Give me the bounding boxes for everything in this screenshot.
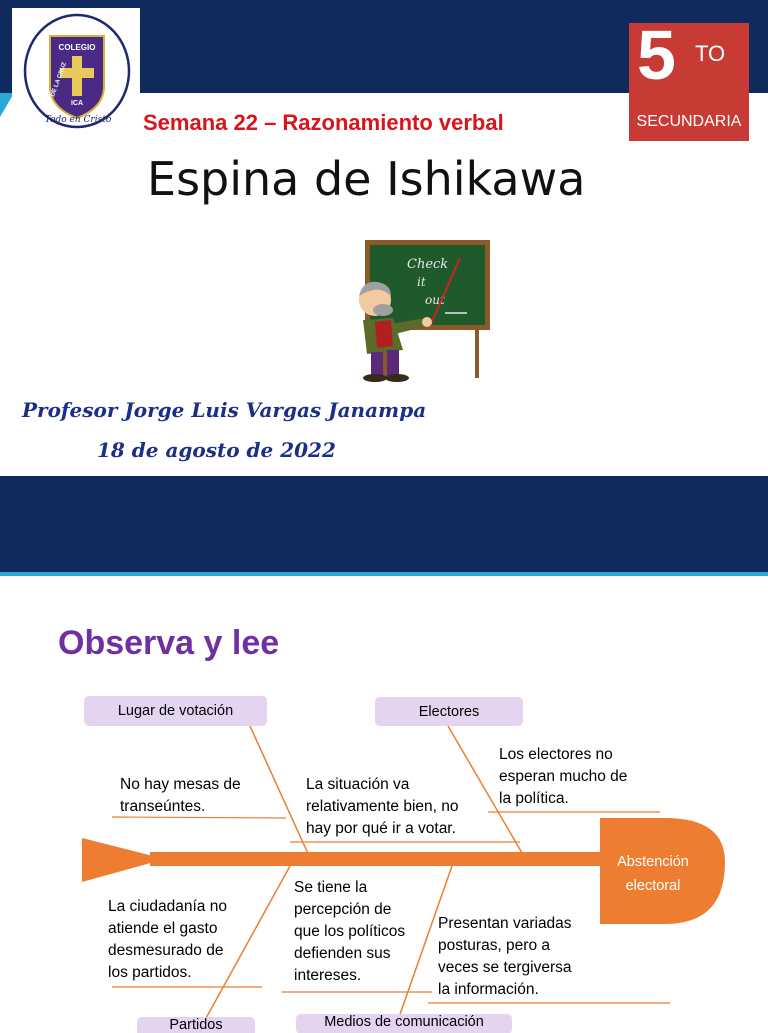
cause-ciudadania: La ciudadanía no atiende el gasto desmesurado de los partidos. [108,898,227,981]
chalk-line-2: it [417,275,426,289]
grade-superscript: TO [695,41,726,66]
category-partidos: Partidos [169,1017,223,1033]
slide-heading: Observa y lee [58,624,280,662]
chalk-line-3: out [425,293,445,307]
category-lugar: Lugar de votación [117,703,234,719]
presentation-date: 18 de agosto de 2022 [97,438,336,462]
cause-electores: Los electores no esperan mucho de la política. [499,746,628,807]
effect-line-1: Abstención [617,854,689,870]
logo-line-1: COLEGIO [58,43,96,52]
category-electores: Electores [418,704,480,720]
bone-lugar [250,726,310,858]
bottom-navy-band [0,476,768,572]
diagram-slide [0,600,768,1033]
cause-mesas: No hay mesas de transeúntes. [120,776,241,815]
fish-head [600,818,725,924]
cyan-stripe [0,572,768,576]
school-logo [12,8,140,134]
grade-level: SECUNDARIA [636,113,742,130]
chalk-line-1: Check [407,257,449,272]
effect-line-2: electoral [625,878,681,894]
cause-percepcion: Se tiene la percepción de que los políticos defienden sus intereses. [294,879,406,984]
logo-line-3: ICA [70,100,84,107]
logo-line-2: DE LA CRUZ [50,61,69,98]
professor-name: Profesor Jorge Luis Vargas Janampa [22,398,427,422]
logo-motto: Todo en Cristo [44,115,112,125]
teacher-clipart [345,238,495,386]
week-subtitle: Semana 22 – Razonamiento verbal [143,110,504,135]
category-medios: Medios de comunicación [324,1014,484,1030]
grade-badge [629,16,749,141]
slide-title: Espina de Ishikawa [147,152,586,206]
grade-number: 5 [637,16,676,94]
fish-spine [150,852,610,866]
cause-situacion: La situación va relativamente bien, no hay por qué ir a votar. [306,776,459,837]
cause-medios: Presentan variadas posturas, pero a veces se tergiversa la información. [438,915,572,998]
